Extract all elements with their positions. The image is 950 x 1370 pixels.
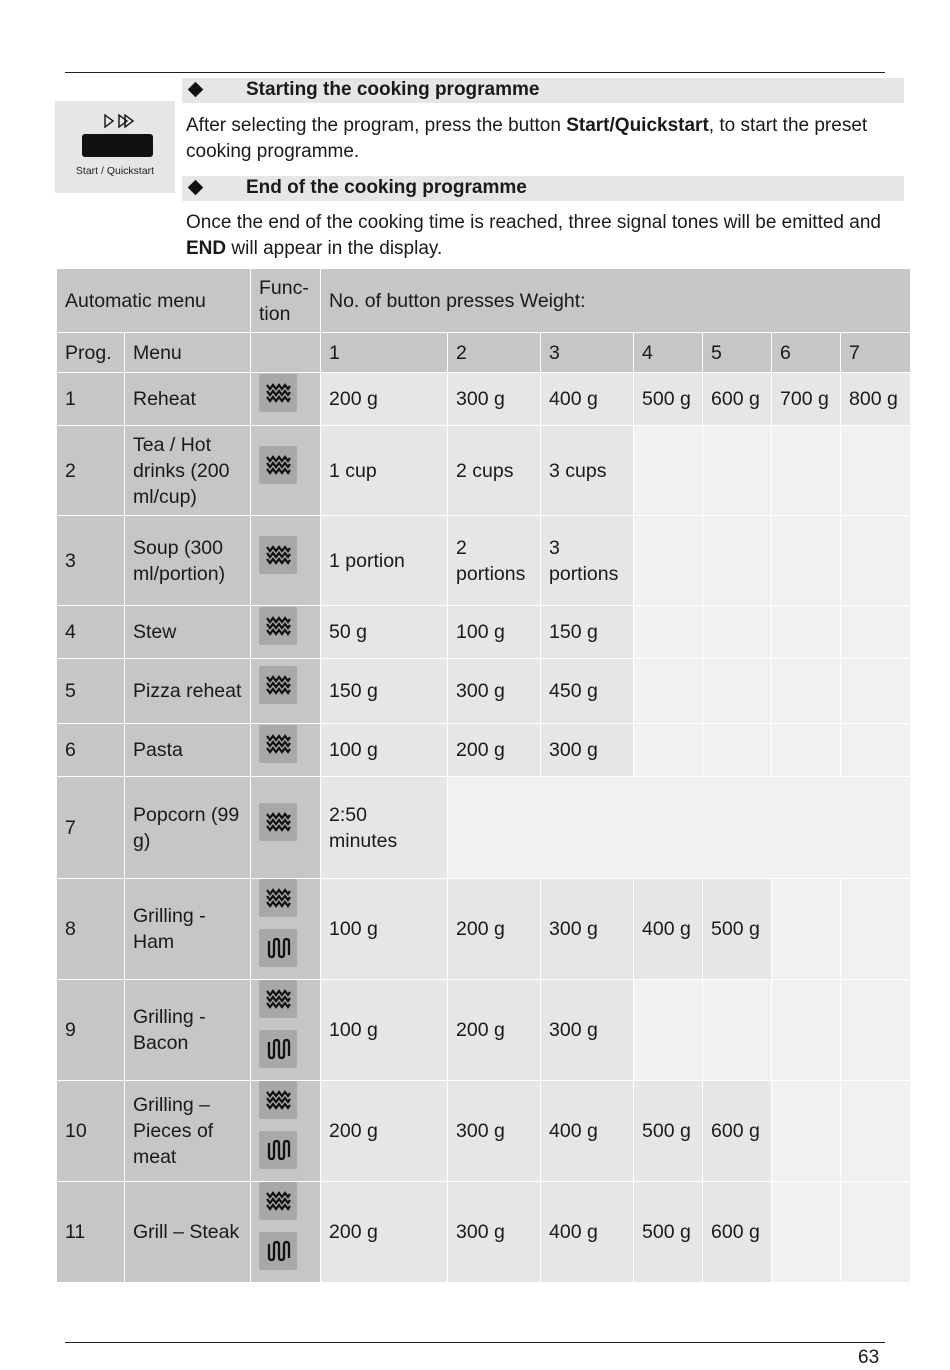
microwave-icon xyxy=(259,536,297,574)
prog-number: 5 xyxy=(57,659,125,724)
header-button-presses: No. of button presses Weight: xyxy=(321,269,911,333)
function-icons xyxy=(251,980,321,1081)
weight-value: 2 cups xyxy=(448,426,541,516)
weight-value: 300 g xyxy=(541,879,634,980)
header-menu: Menu xyxy=(125,333,251,373)
weight-value: 300 g xyxy=(448,373,541,426)
function-icons xyxy=(251,879,321,980)
empty-cell xyxy=(841,659,911,724)
menu-name: Reheat xyxy=(125,373,251,426)
weight-value: 500 g xyxy=(703,879,772,980)
empty-cell xyxy=(703,724,772,777)
weight-value: 600 g xyxy=(703,1081,772,1182)
weight-value: 700 g xyxy=(772,373,841,426)
table-row xyxy=(57,516,911,606)
empty-cell xyxy=(841,980,911,1081)
weight-value: 1 cup xyxy=(321,426,448,516)
header-press-6: 6 xyxy=(772,333,841,373)
weight-value: 100 g xyxy=(321,724,448,777)
weight-value: 200 g xyxy=(448,879,541,980)
header-function-empty xyxy=(251,333,321,373)
section-start-text-bold: Start/Quickstart xyxy=(566,115,709,136)
menu-name: Grilling – Pieces of meat xyxy=(125,1081,251,1182)
weight-value: 100 g xyxy=(321,980,448,1081)
weight-value: 400 g xyxy=(634,879,703,980)
section-end-heading xyxy=(182,176,904,201)
empty-cell xyxy=(772,1182,841,1283)
weight-value: 150 g xyxy=(541,606,634,659)
function-icons xyxy=(251,516,321,606)
table-row xyxy=(57,879,911,980)
empty-cell xyxy=(703,659,772,724)
microwave-icon xyxy=(259,1081,297,1119)
empty-cell xyxy=(703,606,772,659)
microwave-icon xyxy=(259,607,297,645)
microwave-icon xyxy=(259,1182,297,1220)
weight-value: 600 g xyxy=(703,373,772,426)
weight-value: 450 g xyxy=(541,659,634,724)
table-row xyxy=(57,606,911,659)
start-arrows-icon xyxy=(102,113,136,129)
microwave-icon xyxy=(259,374,297,412)
grill-icon xyxy=(259,1232,297,1270)
prog-number: 11 xyxy=(57,1182,125,1283)
weight-value: 3 cups xyxy=(541,426,634,516)
prog-number: 6 xyxy=(57,724,125,777)
prog-number: 3 xyxy=(57,516,125,606)
microwave-icon xyxy=(259,725,297,763)
weight-value: 300 g xyxy=(448,1182,541,1283)
diamond-bullet-icon xyxy=(188,180,204,196)
empty-cell xyxy=(772,879,841,980)
weight-value: 2 portions xyxy=(448,516,541,606)
header-press-7: 7 xyxy=(841,333,911,373)
empty-cell xyxy=(703,980,772,1081)
section-start-text-b: , to start the preset cooking programme. xyxy=(186,115,868,162)
weight-value: 500 g xyxy=(634,373,703,426)
section-start-text xyxy=(186,113,906,165)
weight-value: 300 g xyxy=(541,980,634,1081)
weight-value: 1 portion xyxy=(321,516,448,606)
empty-cell xyxy=(703,516,772,606)
header-press-5: 5 xyxy=(703,333,772,373)
microwave-icon xyxy=(259,666,297,704)
weight-value: 3 portions xyxy=(541,516,634,606)
empty-cell xyxy=(634,606,703,659)
empty-cell xyxy=(841,724,911,777)
prog-number: 9 xyxy=(57,980,125,1081)
weight-value: 200 g xyxy=(448,980,541,1081)
weight-value: 150 g xyxy=(321,659,448,724)
menu-name: Grilling - Bacon xyxy=(125,980,251,1081)
empty-cell xyxy=(841,426,911,516)
function-icons xyxy=(251,373,321,426)
weight-value: 300 g xyxy=(448,659,541,724)
function-icons xyxy=(251,1182,321,1283)
automatic-menu-table xyxy=(56,268,911,1283)
microwave-icon xyxy=(259,803,297,841)
menu-name: Grill – Steak xyxy=(125,1182,251,1283)
table-row xyxy=(57,724,911,777)
prog-number: 2 xyxy=(57,426,125,516)
empty-cell xyxy=(634,516,703,606)
table-header-row xyxy=(57,269,911,333)
empty-cell xyxy=(772,516,841,606)
top-rule xyxy=(65,72,885,73)
grill-icon xyxy=(259,929,297,967)
empty-cell xyxy=(841,1182,911,1283)
weight-value: 400 g xyxy=(541,1182,634,1283)
section-start-heading xyxy=(182,78,904,103)
section-start-text-a: After selecting the program, press the button xyxy=(186,115,567,136)
section-end-text-b: will appear in the display. xyxy=(226,238,443,259)
empty-cell xyxy=(634,426,703,516)
menu-name: Stew xyxy=(125,606,251,659)
prog-number: 10 xyxy=(57,1081,125,1182)
microwave-icon xyxy=(259,879,297,917)
function-icons xyxy=(251,426,321,516)
prog-number: 1 xyxy=(57,373,125,426)
section-end-text xyxy=(186,210,906,262)
weight-value: 200 g xyxy=(321,1182,448,1283)
weight-value: 800 g xyxy=(841,373,911,426)
weight-value: 200 g xyxy=(448,724,541,777)
table-row xyxy=(57,1182,911,1283)
function-icons xyxy=(251,724,321,777)
empty-cell xyxy=(703,426,772,516)
menu-name: Pizza reheat xyxy=(125,659,251,724)
prog-number: 4 xyxy=(57,606,125,659)
weight-value: 400 g xyxy=(541,1081,634,1182)
weight-value: 200 g xyxy=(321,373,448,426)
microwave-icon xyxy=(259,980,297,1018)
menu-name: Soup (300 ml/portion) xyxy=(125,516,251,606)
section-end-text-bold: END xyxy=(186,238,227,259)
empty-cell xyxy=(634,659,703,724)
header-automatic-menu: Automatic menu xyxy=(57,269,251,333)
weight-value: 500 g xyxy=(634,1182,703,1283)
header-press-3: 3 xyxy=(541,333,634,373)
empty-cell xyxy=(772,659,841,724)
empty-cell xyxy=(841,606,911,659)
empty-cell xyxy=(772,980,841,1081)
section-end-title: End of the cooking programme xyxy=(246,177,527,198)
section-start-title: Starting the cooking programme xyxy=(246,79,540,100)
empty-cell xyxy=(634,980,703,1081)
weight-value: 200 g xyxy=(321,1081,448,1182)
empty-cell xyxy=(841,879,911,980)
function-icons xyxy=(251,1081,321,1182)
weight-value: 50 g xyxy=(321,606,448,659)
section-end-text-a: Once the end of the cooking time is reached, three signal tones will be emitted and xyxy=(186,212,881,233)
header-press-4: 4 xyxy=(634,333,703,373)
empty-cell xyxy=(634,724,703,777)
table-row xyxy=(57,426,911,516)
empty-cell xyxy=(841,1081,911,1182)
empty-cell xyxy=(772,426,841,516)
prog-number: 8 xyxy=(57,879,125,980)
table-row xyxy=(57,777,911,879)
start-quickstart-panel xyxy=(55,101,175,193)
page-number: 63 xyxy=(858,1347,880,1368)
table-row xyxy=(57,659,911,724)
grill-icon xyxy=(259,1030,297,1068)
weight-value: 100 g xyxy=(448,606,541,659)
menu-name: Grilling - Ham xyxy=(125,879,251,980)
weight-value: 500 g xyxy=(634,1081,703,1182)
empty-cell xyxy=(448,777,911,879)
header-press-2: 2 xyxy=(448,333,541,373)
header-press-1: 1 xyxy=(321,333,448,373)
weight-value: 100 g xyxy=(321,879,448,980)
prog-number: 7 xyxy=(57,777,125,879)
empty-cell xyxy=(841,516,911,606)
table-row xyxy=(57,373,911,426)
grill-icon xyxy=(259,1131,297,1169)
empty-cell xyxy=(772,1081,841,1182)
weight-value: 600 g xyxy=(703,1182,772,1283)
menu-name: Tea / Hot drinks (200 ml/cup) xyxy=(125,426,251,516)
weight-value: 2:50 minutes xyxy=(321,777,448,879)
start-quickstart-button xyxy=(82,134,153,157)
header-prog: Prog. xyxy=(57,333,125,373)
weight-value: 300 g xyxy=(448,1081,541,1182)
function-icons xyxy=(251,659,321,724)
header-function: Func- tion xyxy=(251,269,321,333)
weight-value: 400 g xyxy=(541,373,634,426)
weight-value: 300 g xyxy=(541,724,634,777)
table-row xyxy=(57,1081,911,1182)
menu-name: Pasta xyxy=(125,724,251,777)
diamond-bullet-icon xyxy=(188,82,204,98)
table-row xyxy=(57,980,911,1081)
menu-name: Popcorn (99 g) xyxy=(125,777,251,879)
function-icons xyxy=(251,606,321,659)
bottom-rule xyxy=(65,1342,885,1343)
microwave-icon xyxy=(259,446,297,484)
empty-cell xyxy=(772,724,841,777)
start-quickstart-label: Start / Quickstart xyxy=(75,165,155,177)
function-icons xyxy=(251,777,321,879)
table-subheader-row xyxy=(57,333,911,373)
empty-cell xyxy=(772,606,841,659)
